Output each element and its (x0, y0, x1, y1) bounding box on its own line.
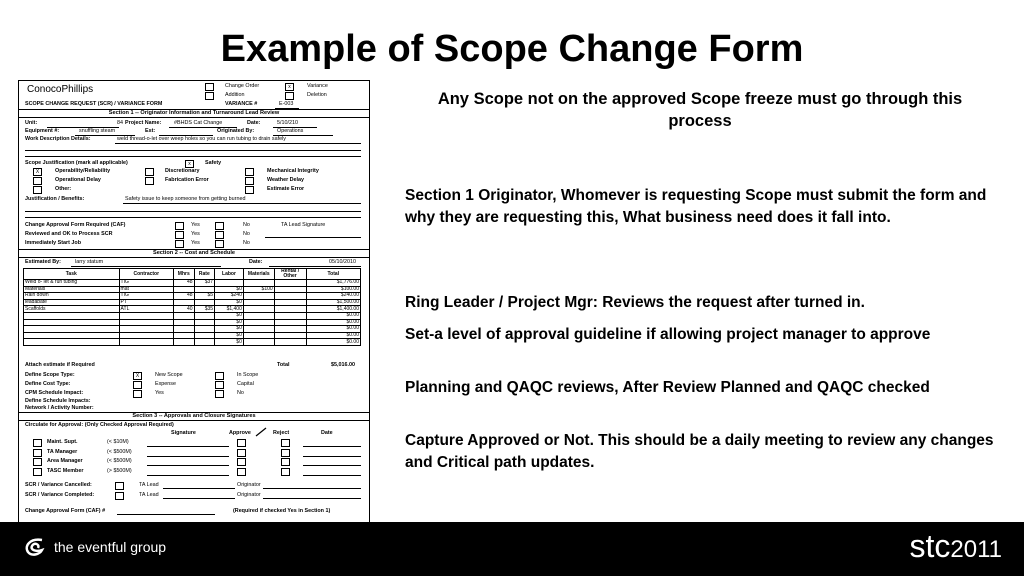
table-cell[interactable]: $0.00 (306, 312, 360, 319)
table-cell[interactable]: $37 (194, 280, 215, 287)
table-cell[interactable] (24, 339, 120, 346)
table-cell[interactable] (174, 339, 195, 346)
operability-label: Operability/Reliability (55, 168, 111, 174)
table-cell[interactable]: $0 (215, 339, 244, 346)
approver-limit: (< $10M) (107, 439, 129, 445)
scr-cancelled-label: SCR / Variance Cancelled: (25, 482, 92, 488)
section2-header: Section 2 -- Cost and Schedule (19, 249, 369, 258)
cpm-yes-checkbox[interactable] (133, 390, 142, 398)
table-cell[interactable]: $240.00 (306, 293, 360, 300)
work-desc-label: Work Description Details: (25, 136, 91, 142)
reject-checkbox[interactable] (281, 449, 290, 457)
mech-integrity-checkbox[interactable] (245, 168, 254, 176)
table-row (24, 306, 361, 313)
table-cell[interactable] (243, 326, 274, 333)
table-cell[interactable] (243, 312, 274, 319)
approver-role: Maint. Supt. (47, 439, 78, 445)
table-cell[interactable]: $0 (215, 299, 244, 306)
date-col: Date (321, 430, 333, 436)
eventful-swirl-icon (22, 536, 48, 558)
other-label: Other: (55, 186, 72, 192)
table-cell[interactable] (174, 326, 195, 333)
table-cell[interactable]: $5 (194, 293, 215, 300)
table-cell[interactable] (243, 319, 274, 326)
other-checkbox[interactable] (33, 186, 42, 194)
table-cell[interactable]: $0 (215, 312, 244, 319)
completed-ta-lead: TA Lead (139, 492, 159, 498)
equipment-label: Equipment #: (25, 128, 60, 134)
table-cell[interactable] (274, 280, 306, 287)
define-schedule-impacts-label: Define Schedule Impacts: (25, 398, 91, 404)
expense-checkbox[interactable] (133, 381, 142, 389)
section3-header: Section 3 -- Approvals and Closure Signatures (19, 412, 369, 421)
work-desc-value: weld thread-o-let over weep holes so you can run tubing to drain safely (117, 136, 287, 142)
eventful-group-logo (22, 536, 166, 558)
est-label: Est: (145, 128, 156, 134)
table-cell[interactable] (119, 332, 173, 339)
scr-title: SCOPE CHANGE REQUEST (SCR) / VARIANCE FORM (25, 101, 163, 107)
table-cell[interactable]: $0.00 (306, 326, 360, 333)
table-cell[interactable] (24, 332, 120, 339)
project-name-label: Project Name: (125, 120, 162, 126)
table-cell[interactable] (24, 326, 120, 333)
fab-error-label: Fabrication Error (165, 177, 209, 183)
originated-label: Originated By: (217, 128, 255, 134)
table-header-cell: Labor (215, 269, 244, 280)
table-cell[interactable] (243, 332, 274, 339)
table-row (24, 332, 361, 339)
planning-qaqc-explanation: Planning and QAQC reviews, After Review Planned and QAQC checked (405, 379, 930, 396)
table-cell[interactable]: TIG (119, 293, 173, 300)
approver-limit: (< $500M) (107, 458, 132, 464)
scope-freeze-statement: Any Scope not on the approved Scope freeze must go through this process (437, 90, 963, 130)
table-cell[interactable] (194, 312, 215, 319)
reviewed-ok-label: Reviewed and OK to Process SCR (25, 231, 113, 237)
table-header-cell: Contractor (119, 269, 173, 280)
addition-label: Addition (225, 92, 245, 98)
deletion-checkbox[interactable] (285, 92, 294, 100)
reviewed-no-checkbox[interactable] (215, 231, 224, 239)
cpm-no-checkbox[interactable] (215, 390, 224, 398)
date2-label: Date: (249, 259, 263, 265)
cancelled-checkbox[interactable] (115, 482, 124, 490)
table-header-cell: Materials (243, 269, 274, 280)
caf-no-label: No (243, 222, 250, 228)
table-cell[interactable]: $1,400 (215, 306, 244, 313)
stc-2011-logo (910, 528, 1003, 565)
completed-checkbox[interactable] (115, 492, 124, 500)
operability-checkbox[interactable]: X (33, 168, 42, 176)
unit-value: 84 (117, 120, 123, 126)
table-header-cell: Total (306, 269, 360, 280)
discretionary-checkbox[interactable] (145, 168, 154, 176)
table-cell[interactable]: Rain down (24, 293, 120, 300)
table-cell[interactable] (119, 319, 173, 326)
new-scope-label: New Scope (155, 372, 183, 378)
table-cell[interactable] (243, 293, 274, 300)
section1-header: Section 1 -- Originator Information and Turnaround Lead Review (19, 109, 369, 118)
table-header-cell: Mhrs (174, 269, 195, 280)
new-scope-checkbox[interactable]: X (133, 372, 142, 380)
table-cell[interactable] (194, 326, 215, 333)
fab-error-checkbox[interactable] (145, 177, 154, 185)
table-cell[interactable] (174, 319, 195, 326)
date2-value: 05/10/2010 (329, 259, 356, 265)
table-header-cell: Task (24, 269, 120, 280)
change-order-label: Change Order (225, 83, 260, 89)
approver-limit: (< $500M) (107, 448, 132, 455)
slide-title: Example of Scope Change Form (220, 28, 804, 70)
cancelled-originator: Originator (237, 482, 261, 488)
approver-role: TASC Member (47, 467, 84, 474)
in-scope-checkbox[interactable] (215, 372, 224, 380)
total-label: Total (277, 362, 290, 368)
weather-delay-label: Weather Delay (267, 177, 305, 183)
footer-bar (0, 522, 1024, 576)
scr-completed-label: SCR / Variance Completed: (25, 492, 95, 498)
mech-integrity-label: Mechanical Integrity (267, 168, 319, 174)
table-cell[interactable]: $0 (215, 326, 244, 333)
table-cell[interactable]: $0 (215, 319, 244, 326)
table-row (24, 319, 361, 326)
capture-approval-explanation: Capture Approved or Not. This should be a daily meeting to review any changes and Critical path updates. (405, 432, 994, 471)
approver-checkbox[interactable] (33, 458, 42, 466)
table-cell[interactable] (194, 319, 215, 326)
attach-estimate-label: Attach estimate if Required (25, 362, 95, 368)
table-cell[interactable]: 48 (174, 280, 195, 287)
capital-checkbox[interactable] (215, 381, 224, 389)
start-no-checkbox[interactable] (215, 240, 224, 248)
immediately-start-label: Immediately Start Job (25, 240, 82, 246)
deletion-label: Deletion (307, 92, 327, 98)
table-cell[interactable]: 40 (174, 306, 195, 313)
table-cell[interactable] (274, 299, 306, 306)
estimated-by-value: larry statum (75, 259, 104, 265)
start-no-label: No (243, 240, 250, 246)
discretionary-label: Discretionary (165, 168, 200, 174)
estimated-by-label: Estimated By: (25, 259, 61, 265)
define-cost-type-label: Define Cost Type: (25, 381, 71, 387)
table-cell[interactable] (274, 339, 306, 346)
table-cell[interactable]: Weld o- let & run tubing (24, 280, 120, 287)
caf-yes-label: Yes (191, 222, 200, 228)
safety-checkbox[interactable]: x (185, 160, 194, 168)
table-cell[interactable] (119, 339, 173, 346)
table-header-cell: Rate (194, 269, 215, 280)
in-scope-label: In Scope (237, 372, 259, 378)
approver-role: Area Manager (47, 458, 83, 464)
approve-checkbox[interactable] (237, 439, 246, 447)
justification-label: Justification / Benefits: (25, 196, 85, 202)
originated-value: Operations (277, 128, 304, 134)
estimate-error-label: Estimate Error (267, 186, 305, 192)
table-cell[interactable] (274, 306, 306, 313)
table-cell[interactable] (174, 299, 195, 306)
caf-yes-checkbox[interactable] (175, 222, 184, 230)
addition-checkbox[interactable] (205, 92, 214, 100)
variance-number: E-003 (279, 101, 294, 107)
table-row (24, 280, 361, 287)
table-cell[interactable] (243, 306, 274, 313)
approver-checkbox[interactable] (33, 449, 42, 457)
op-delay-label: Operational Delay (55, 177, 101, 183)
table-row (24, 293, 361, 300)
equipment-value: snuffling steam (79, 128, 116, 134)
table-cell[interactable]: Materials (24, 286, 120, 293)
table-cell[interactable]: TIG (119, 280, 173, 287)
table-row (24, 339, 361, 346)
approval-guideline-explanation: Set-a level of approval guideline if allowing project manager to approve (405, 326, 931, 343)
reject-checkbox[interactable] (281, 458, 290, 466)
table-cell[interactable]: $1,776.00 (306, 280, 360, 287)
required-if-label: (Required if checked Yes in Section 1) (233, 508, 331, 514)
op-delay-checkbox[interactable] (33, 177, 42, 185)
table-cell[interactable] (274, 293, 306, 300)
approver-checkbox[interactable] (33, 468, 42, 476)
table-header-cell: Rental / Other (274, 269, 306, 280)
table-cell[interactable] (243, 339, 274, 346)
company-name: ConocoPhillips (27, 84, 94, 95)
table-cell[interactable] (174, 332, 195, 339)
table-cell[interactable] (243, 299, 274, 306)
table-cell[interactable]: 48 (174, 293, 195, 300)
scope-change-form (18, 80, 370, 523)
table-cell[interactable]: $0 (215, 286, 244, 293)
table-row (24, 312, 361, 319)
approver-limit: (> $500M) (107, 467, 132, 474)
cpm-yes-label: Yes (155, 390, 164, 396)
approver-checkbox[interactable] (33, 439, 42, 447)
reviewed-yes-label: Yes (191, 231, 200, 237)
project-name-value: #BHDS Cat Change (174, 120, 223, 126)
table-cell[interactable]: ATL (119, 306, 173, 313)
cpm-impact-label: CPM Schedule Impact: (25, 390, 84, 396)
approve-checkbox[interactable] (237, 458, 246, 466)
stc-text: stc (909, 528, 951, 564)
table-cell[interactable]: leadabate (24, 299, 120, 306)
justification-value: Safety issue to keep someone from getting burned (125, 196, 246, 202)
cost-estimate-table (23, 268, 361, 346)
date-label: Date: (247, 120, 261, 126)
eventful-group-text: the eventful group (54, 539, 167, 555)
reject-checkbox[interactable] (281, 468, 290, 476)
table-row (24, 326, 361, 333)
reject-checkbox[interactable] (281, 439, 290, 447)
table-cell[interactable]: $0.00 (306, 332, 360, 339)
variance-checkbox[interactable]: x (285, 83, 294, 91)
table-cell[interactable] (24, 319, 120, 326)
table-cell[interactable] (194, 299, 215, 306)
weather-delay-checkbox[interactable] (245, 177, 254, 185)
table-cell[interactable] (274, 332, 306, 339)
unit-label: Unit: (25, 120, 38, 126)
slash-mark (255, 427, 267, 437)
approver-role: TA Manager (47, 448, 78, 455)
table-cell[interactable] (194, 339, 215, 346)
table-cell[interactable]: $100.00 (306, 286, 360, 293)
caf-required-label: Change Approval Form Required (CAF) (25, 222, 126, 228)
start-yes-label: Yes (191, 240, 200, 246)
table-cell[interactable]: $35 (194, 306, 215, 313)
table-cell[interactable] (119, 326, 173, 333)
caf-no-checkbox[interactable] (215, 222, 224, 230)
section1-explanation: Section 1 Originator, Whomever is requesting Scope must submit the form and why they are requesting this, What business need does it fall into. (405, 187, 987, 226)
circulate-label: Circulate for Approval: (Only Checked Approval Required) (25, 422, 174, 428)
table-cell[interactable] (24, 312, 120, 319)
completed-originator: Originator (237, 492, 261, 498)
signature-col: Signature (171, 430, 196, 436)
table-cell[interactable]: $0.00 (306, 339, 360, 346)
expense-label: Expense (155, 381, 176, 387)
table-cell[interactable] (274, 319, 306, 326)
table-cell[interactable]: $0 (215, 332, 244, 339)
capital-label: Capital (237, 381, 254, 387)
ring-leader-explanation: Ring Leader / Project Mgr: Reviews the request after turned in. (405, 294, 865, 311)
network-activity-label: Network / Activity Number: (25, 405, 94, 411)
define-scope-type-label: Define Scope Type: (25, 372, 75, 378)
table-cell[interactable] (194, 332, 215, 339)
change-order-checkbox[interactable] (205, 83, 214, 91)
reject-col: Reject (273, 430, 290, 436)
table-row (24, 299, 361, 306)
approve-checkbox[interactable] (237, 449, 246, 457)
approve-checkbox[interactable] (237, 468, 246, 476)
table-cell[interactable]: PT (119, 299, 173, 306)
date-value: 5/10/210 (277, 120, 298, 126)
caf-number-label: Change Approval Form (CAF) # (25, 508, 106, 514)
variance-number-label: VARIANCE # (225, 101, 258, 107)
variance-label: Variance (307, 83, 328, 89)
table-cell[interactable]: $240 (215, 293, 244, 300)
table-cell[interactable]: $1,400.00 (306, 306, 360, 313)
table-cell[interactable]: Scaffolds (24, 306, 120, 313)
safety-label: Safety (205, 160, 222, 166)
table-cell[interactable]: $1,500.00 (306, 299, 360, 306)
table-cell[interactable] (119, 312, 173, 319)
start-yes-checkbox[interactable] (175, 240, 184, 248)
scope-justification-label: Scope Justification (mark all applicable) (25, 160, 128, 166)
table-cell[interactable] (274, 286, 306, 293)
table-cell[interactable] (274, 326, 306, 333)
total-value: $5,016.00 (331, 362, 355, 368)
table-cell[interactable]: mat (119, 286, 173, 293)
reviewed-no-label: No (243, 231, 250, 237)
ta-lead-signature-label: TA Lead Signature (281, 222, 326, 228)
table-cell[interactable]: $0.00 (306, 319, 360, 326)
reviewed-yes-checkbox[interactable] (175, 231, 184, 239)
stc-year: 2011 (950, 536, 1002, 563)
table-cell[interactable]: $100 (243, 286, 274, 293)
approve-col: Approve (229, 430, 251, 436)
cpm-no-label: No (237, 390, 244, 396)
table-cell[interactable] (274, 312, 306, 319)
cancelled-ta-lead: TA Lead (139, 482, 159, 488)
estimate-error-checkbox[interactable] (245, 186, 254, 194)
table-cell[interactable] (174, 312, 195, 319)
